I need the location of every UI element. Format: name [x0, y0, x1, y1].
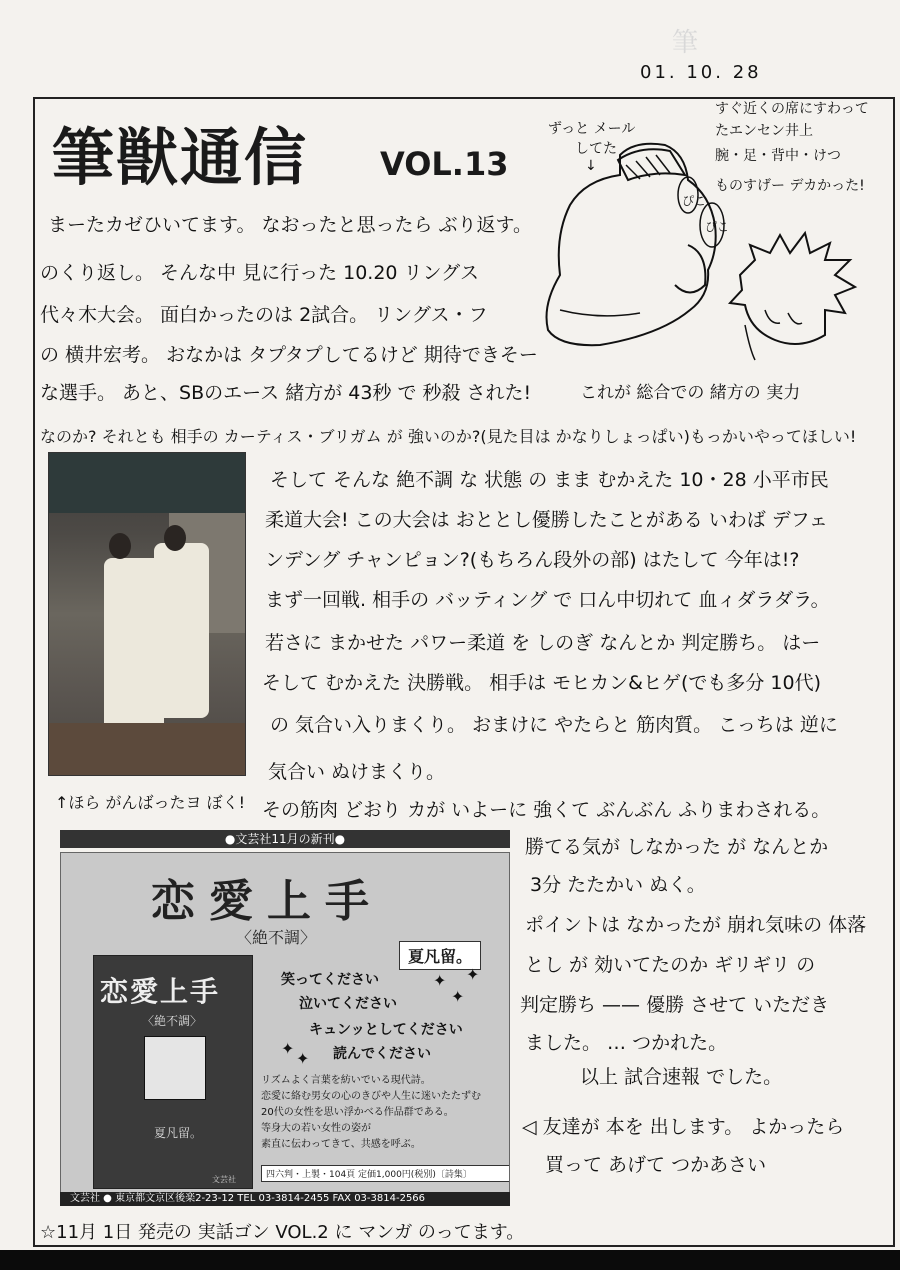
- ad-title: 恋愛上手: [151, 876, 383, 927]
- body-line: な選手。 あと、SBのエース 緒方が 43秒 で 秒殺 された!: [40, 382, 532, 404]
- body-line: 柔道大会! この大会は おととし優勝したことがある いわば デフェ: [265, 509, 828, 531]
- ad-author: 夏凡留。: [399, 941, 481, 970]
- annotation-seat-2: たエンセン井上: [715, 123, 813, 139]
- body-line: 気合い ぬけまくり。: [268, 761, 446, 783]
- ad-blurb-line: 恋愛に絡む男女の心のきびや人生に迷いたたずむ: [261, 1091, 481, 1102]
- sparkle-icon: ✦: [433, 971, 447, 990]
- book-advertisement: [60, 852, 510, 1196]
- ad-copy-line: 読んでください: [333, 1046, 431, 1062]
- body-line: ポイントは なかったが 崩れ気味の 体落: [525, 914, 867, 936]
- book-cover: [93, 955, 253, 1189]
- body-line: 勝てる気が しなかった が なんとか: [525, 836, 829, 858]
- body-line: ました。 … つかれた。: [525, 1032, 728, 1054]
- book-cover-author: 夏凡留。: [154, 1126, 203, 1140]
- annotation-mail-2: してた: [575, 141, 617, 157]
- annotation-seat-4: ものすげー デカかった!: [715, 178, 865, 194]
- friend-note: 買って あげて つかあさい: [545, 1154, 767, 1176]
- ad-blurb-line: 素直に伝わってきて、共感を呼ぶ。: [261, 1139, 421, 1150]
- bubble-text-1: ぴこ: [682, 194, 707, 208]
- ad-copy-line: 笑ってください: [281, 972, 379, 988]
- sparkle-icon: ✦: [466, 965, 480, 984]
- ad-spec: 四六判・上製・104頁 定価1,000円(税別)〔詩集〕: [261, 1165, 510, 1182]
- date: 01. 10. 28: [640, 62, 762, 83]
- scan-edge: [0, 1250, 900, 1270]
- cartoon-illustration: [540, 135, 880, 375]
- page-title: 筆獣通信: [52, 121, 309, 194]
- body-line: ンデング チャンピョン?(もちろん段外の部) はたして 今年は!?: [265, 549, 800, 571]
- ad-blurb-line: 等身大の若い女性の姿が: [261, 1123, 371, 1134]
- body-line: 3分 たたかい ぬく。: [530, 874, 706, 896]
- footer-note: ☆11月 1日 発売の 実話ゴン VOL.2 に マンガ のってます。: [40, 1222, 525, 1243]
- sparkle-icon: ✦: [296, 1049, 310, 1068]
- sparkle-icon: ✦: [281, 1039, 295, 1058]
- sign-off: 以上 試合速報 でした。: [580, 1066, 783, 1088]
- cartoon-caption: これが 総合での 緒方の 実力: [580, 383, 801, 403]
- ad-copy-line: キュンッとしてください: [309, 1022, 463, 1038]
- body-line: なのか? それとも 相手の カーティス・ブリガム が 強いのか?(見た目は かなりしょっぱい)もっかいやってほしい!: [40, 427, 857, 446]
- bubble-text-2: ぴこ: [705, 220, 730, 234]
- book-cover-illustration: [144, 1036, 206, 1100]
- ad-copy-line: 泣いてください: [299, 996, 397, 1012]
- arrow-icon: ↓: [585, 158, 597, 174]
- book-cover-subtitle: 〈絶不調〉: [142, 1014, 203, 1028]
- body-line: 代々木大会。 面白かったのは 2試合。 リングス・フ: [40, 304, 488, 326]
- body-line: の 気合い入りまくり。 おまけに やたらと 筋肉質。 こっちは 逆に: [270, 714, 838, 736]
- body-line: 若さに まかせた パワー柔道 を しのぎ なんとか 判定勝ち。 はー: [265, 632, 821, 654]
- body-line: そして そんな 絶不調 な 状態 の まま むかえた 10・28 小平市民: [270, 469, 829, 491]
- book-cover-publisher: 文芸社: [212, 1175, 236, 1184]
- annotation-mail-1: ずっと メール: [548, 121, 636, 137]
- body-line: まーたカゼひいてます。 なおったと思ったら ぶり返す。: [48, 214, 533, 236]
- ad-subtitle: 〈絶不調〉: [236, 928, 317, 947]
- volume-number: VOL.13: [380, 145, 509, 183]
- photo-caption: ↑ほら がんばったヨ ぼく!: [55, 793, 245, 812]
- body-line: の 横井宏考。 おなかは タプタプしてるけど 期待できそー: [40, 344, 538, 366]
- body-line: のくり返し。 そんな中 見に行った 10.20 リングス: [40, 262, 479, 284]
- ad-blurb-line: 20代の女性を思い浮かべる作品群である。: [261, 1107, 454, 1118]
- body-line: 判定勝ち —— 優勝 させて いただき: [520, 994, 830, 1016]
- ad-footer: 文芸社 ● 東京都文京区後楽2-23-12 TEL 03-3814-2455 FAX 03-3814-2566: [60, 1192, 510, 1206]
- friend-note: ◁ 友達が 本を 出します。 よかったら: [522, 1116, 845, 1138]
- ghost-glyph: 筆: [672, 28, 699, 58]
- ad-header: ●文芸社11月の新刊●: [60, 830, 510, 848]
- sparkle-icon: ✦: [451, 987, 465, 1006]
- ad-blurb-line: リズムよく言葉を紡いでいる現代詩。: [261, 1075, 431, 1086]
- body-line: とし が 効いてたのか ギリギリ の: [525, 954, 816, 976]
- judo-photo: [48, 452, 246, 776]
- body-line: そして むかえた 決勝戦。 相手は モヒカン&ヒゲ(でも多分 10代): [262, 672, 822, 694]
- body-line: まず一回戦. 相手の バッティング で 口ん中切れて 血ィダラダラ。: [265, 589, 830, 611]
- book-cover-title: 恋愛上手: [100, 975, 221, 1008]
- annotation-seat-3: 腕・足・背中・けつ: [715, 148, 841, 164]
- body-line: その筋肉 どおり カが いよーに 強くて ぶんぶん ふりまわされる。: [262, 799, 831, 821]
- annotation-seat-1: すぐ近くの席にすわって: [715, 101, 869, 117]
